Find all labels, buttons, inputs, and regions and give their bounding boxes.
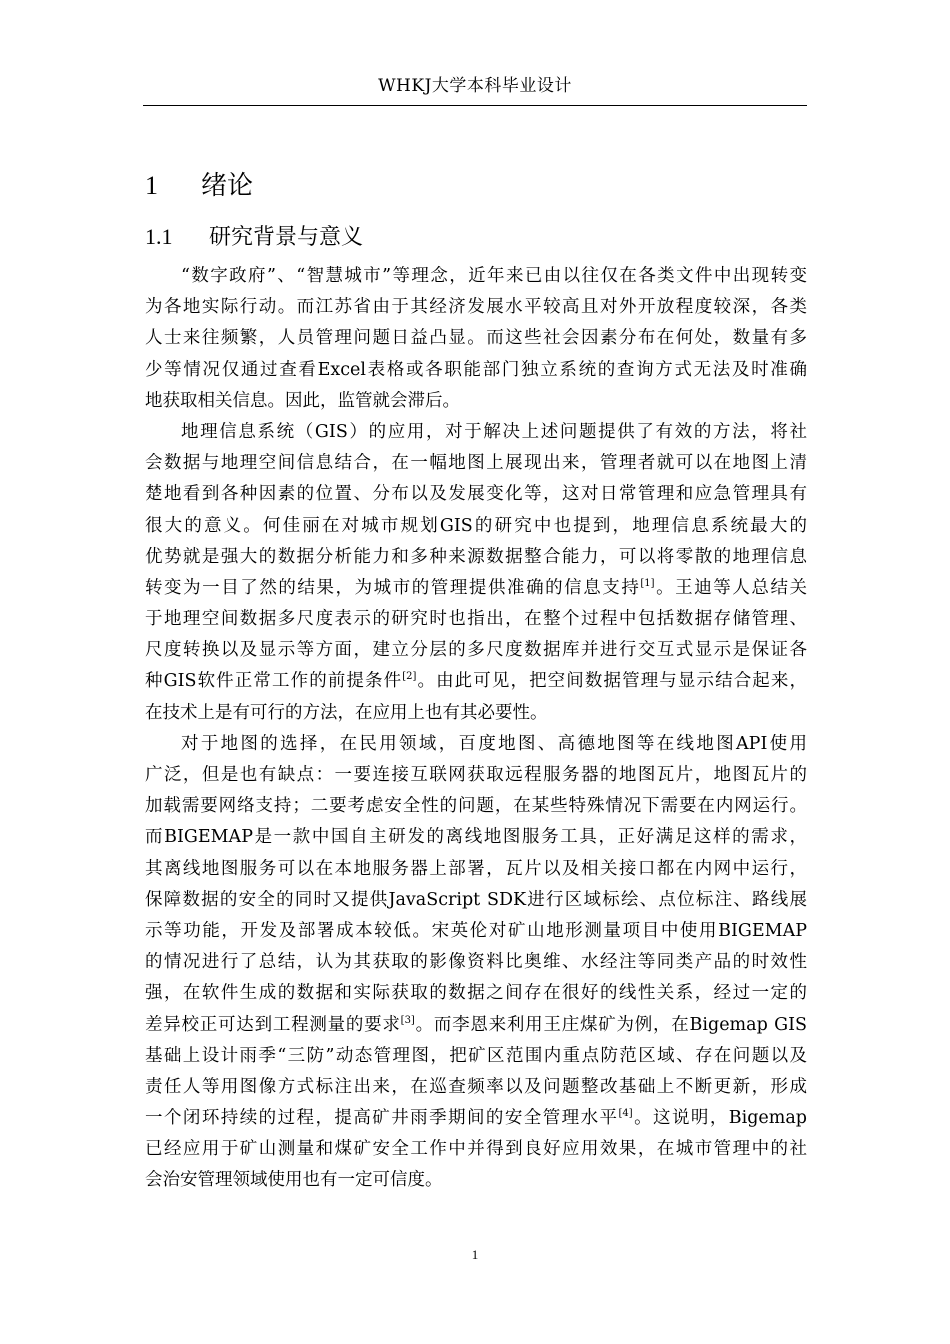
paragraph-line: 种GIS软件正常工作的前提条件[2]。由此可见，把空间数据管理与显示结合起来， [145,671,807,692]
paragraph-line: 于地理空间数据多尺度表示的研究时也指出，在整个过程中包括数据存储管理、 [145,609,807,630]
paragraph-line: 而BIGEMAP是一款中国自主研发的离线地图服务工具，正好满足这样的需求， [145,827,807,848]
citation-marker: [4] [618,1108,633,1120]
section-title: 研究背景与意义 [209,225,364,250]
paragraph-line: 广泛，但是也有缺点：一要连接互联网获取远程服务器的地图瓦片，地图瓦片的 [145,765,807,785]
paragraph [145,729,807,1197]
paragraph-line: 转变为一目了然的结果，为城市的管理提供准确的信息支持[1]。王迪等人总结关 [145,577,808,598]
paragraph-line: 示等功能，开发及部署成本较低。宋英伦对矿山地形测量项目中使用BIGEMAP [145,920,807,941]
paragraph-line: 强，在软件生成的数据和实际获取的数据之间存在很好的线性关系，经过一定的 [145,983,807,1004]
paragraph-line: 在技术上是有可行的方法，在应用上也有其必要性。 [145,702,548,723]
paragraph-line: 尺度转换以及显示等方面，建立分层的多尺度数据库并进行交互式显示是保证各 [145,640,807,661]
paragraph-line: 为各地实际行动。而江苏省由于其经济发展水平较高且对外开放程度较深，各类 [145,297,807,318]
paragraph-line: 楚地看到各种因素的位置、分布以及发展变化等，这对日常管理和应急管理具有 [145,484,807,505]
paragraph-line: 差异校正可达到工程测量的要求[3]。而李恩来利用王庄煤矿为例，在Bigemap GIS [145,1014,807,1035]
paragraph-line: 优势就是强大的数据分析能力和多种来源数据整合能力，可以将零散的地理信息 [145,546,807,567]
paragraph-line: 很大的意义。何佳丽在对城市规划GIS的研究中也提到，地理信息系统最大的 [145,515,807,536]
page-number: 1 [471,1247,479,1262]
chapter-number: 1 [145,171,158,200]
section-number: 1.1 [145,224,173,249]
paragraph-line: 保障数据的安全的同时又提供JavaScript SDK进行区域标绘、点位标注、路线展 [145,889,807,910]
paragraph-line: 人士来往频繁，人员管理问题日益凸显。而这些社会因素分布在何处，数量有多 [145,328,807,349]
paragraph-line: 地理信息系统（GIS）的应用，对于解决上述问题提供了有效的方法，将社 [181,421,807,442]
paragraph-line: 基础上设计雨季“三防”动态管理图，把矿区范围内重点防范区域、存在问题以及 [145,1045,807,1066]
paragraph-line: 地获取相关信息。因此，监管就会滞后。 [145,390,460,411]
citation-marker: [3] [400,1014,415,1026]
paragraph-line: “数字政府”、“智慧城市”等理念，近年来已由以往仅在各类文件中出现转变 [181,266,807,286]
paragraph-line: 责任人等用图像方式标注出来，在巡查频率以及问题整改基础上不断更新，形成 [145,1076,807,1097]
paragraph-line: 其离线地图服务可以在本地服务器上部署，瓦片以及相关接口都在内网中运行， [145,858,807,879]
page-header: WHKJ大学本科毕业设计 [378,76,572,96]
header-rule [143,105,807,106]
paragraph-line: 会治安管理领域使用也有一定可信度。 [145,1170,443,1191]
paragraph-line: 的情况进行了总结，认为其获取的影像资料比奥维、水经注等同类产品的时效性 [145,952,807,973]
section-heading [145,220,363,255]
paragraph-line: 加载需要网络支持；二要考虑安全性的问题，在某些特殊情况下需要在内网运行。 [145,796,807,817]
paragraph-line: 对于地图的选择，在民用领域，百度地图、高德地图等在线地图API使用 [181,733,807,754]
body-text [145,261,807,1197]
chapter-heading [145,166,253,206]
paragraph-line: 少等情况仅通过查看Excel表格或各职能部门独立系统的查询方式无法及时准确 [145,359,807,380]
paragraph [145,417,807,729]
paragraph-line: 会数据与地理空间信息结合，在一幅地图上展现出来，管理者就可以在地图上清 [145,453,807,474]
citation-marker: [1] [640,578,655,590]
chapter-title: 绪论 [201,171,254,201]
paragraph-line: 一个闭环持续的过程，提高矿井雨季期间的安全管理水平[4]。这说明，Bigemap [145,1108,807,1129]
paragraph [145,261,807,417]
citation-marker: [2] [402,671,417,683]
paragraph-line: 已经应用于矿山测量和煤矿安全工作中并得到良好应用效果，在城市管理中的社 [145,1139,807,1160]
